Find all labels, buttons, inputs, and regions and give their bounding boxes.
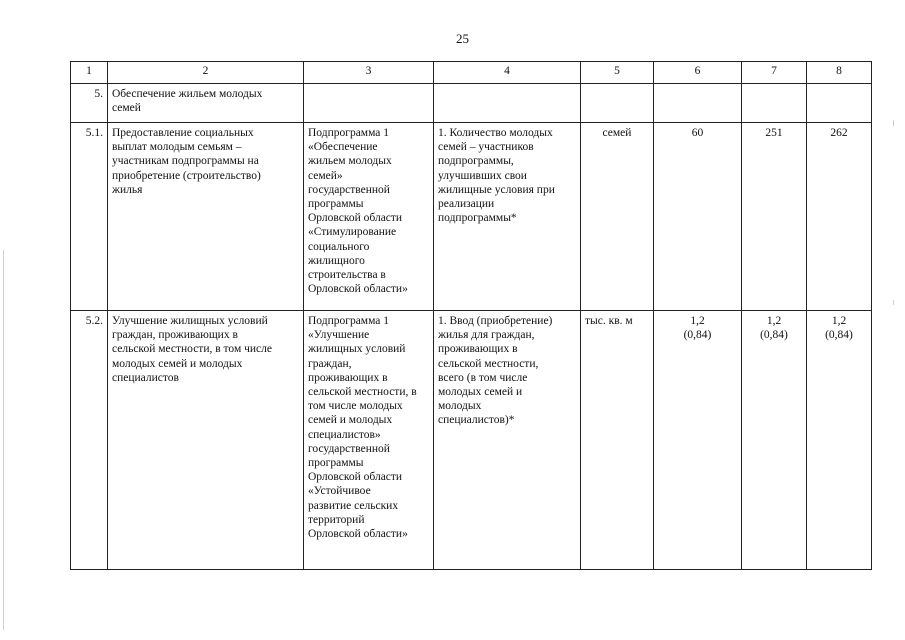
- value-text: (0,84): [825, 329, 853, 342]
- table-row: [71, 123, 872, 311]
- value-text: 262: [830, 127, 848, 139]
- unit-cell: семей: [581, 123, 654, 311]
- text-line: граждан, проживающих в: [112, 329, 238, 342]
- unit-cell: тыс. кв. м: [581, 311, 654, 570]
- text-line: молодых: [438, 400, 482, 413]
- column-header: 7: [742, 62, 807, 84]
- row-number: 5.: [71, 84, 108, 123]
- value-text: (0,84): [760, 329, 788, 342]
- row-number: 5.2.: [71, 311, 108, 570]
- program-cell: [304, 84, 434, 123]
- text-line: семей: [112, 102, 141, 115]
- program-cell: [304, 311, 434, 570]
- text-line: Обеспечение жильем молодых: [112, 88, 263, 100]
- text-line: улучшивших свои: [438, 169, 527, 182]
- indicator-cell: [434, 311, 581, 570]
- text-line: сельской местности, в: [308, 386, 417, 399]
- column-header: 1: [71, 62, 108, 84]
- value-cell: [654, 84, 742, 123]
- program-cell: [304, 123, 434, 311]
- text-line: социального: [308, 240, 370, 253]
- text-line: семей и молодых: [308, 414, 393, 427]
- text-line: Орловской области: [308, 471, 403, 484]
- page-number: 25: [456, 31, 469, 46]
- text-line: сельской местности,: [438, 357, 539, 370]
- column-number-row: [71, 62, 872, 84]
- text-line: семей»: [308, 169, 343, 182]
- column-header: 8: [807, 62, 872, 84]
- text-line: реализации: [438, 198, 495, 211]
- text-line: Предоставление социальных: [112, 127, 254, 139]
- text-line: Подпрограмма 1: [308, 315, 390, 327]
- text-line: Улучшение жилищных условий: [112, 315, 268, 327]
- text-line: программы: [308, 457, 364, 470]
- scan-edge-mark: [3, 250, 4, 630]
- text-line: всего (в том числе: [438, 371, 528, 384]
- text-line: Орловской области»: [308, 528, 408, 541]
- value-cell: [807, 311, 872, 570]
- row-number: 5.1.: [71, 123, 108, 311]
- text-line: участникам подпрограммы на: [112, 155, 259, 168]
- value-text: 1,2: [690, 315, 705, 327]
- text-line: развитие сельских: [308, 499, 399, 512]
- value-text: 60: [691, 127, 704, 139]
- text-line: «Устойчивое: [308, 485, 371, 498]
- text-line: жильем молодых: [308, 155, 392, 168]
- value-cell: [742, 311, 807, 570]
- text-line: граждан,: [308, 357, 352, 370]
- text-line: «Улучшение: [308, 329, 370, 342]
- column-header: 2: [108, 62, 304, 84]
- task-name-cell: [108, 123, 304, 311]
- task-name-cell: [108, 84, 304, 123]
- value-cell: [807, 84, 872, 123]
- text-line: подпрограммы*: [438, 212, 517, 225]
- text-line: том числе молодых: [308, 400, 403, 413]
- indicator-cell: [434, 84, 581, 123]
- value-cell: [742, 84, 807, 123]
- value-text: 251: [765, 127, 783, 139]
- text-line: государственной: [308, 442, 390, 455]
- text-line: молодых семей и молодых: [112, 357, 243, 370]
- text-line: Орловской области: [308, 212, 403, 225]
- table-row: [71, 84, 872, 123]
- text-line: проживающих в: [438, 343, 518, 356]
- text-line: специалистов)*: [438, 414, 515, 427]
- text-line: территорий: [308, 513, 365, 526]
- column-header: 5: [581, 62, 654, 84]
- value-cell: [807, 123, 872, 311]
- value-cell: [654, 123, 742, 311]
- value-cell: [654, 311, 742, 570]
- text-line: подпрограммы,: [438, 155, 514, 168]
- text-line: жилищных условий: [308, 343, 406, 356]
- column-header: 3: [304, 62, 434, 84]
- text-line: жилищные условия при: [438, 183, 555, 196]
- column-header: 6: [654, 62, 742, 84]
- text-line: Подпрограмма 1: [308, 127, 390, 139]
- text-line: специалистов»: [308, 428, 381, 441]
- text-line: жилищного: [308, 254, 365, 267]
- program-indicators-table: [70, 61, 872, 570]
- text-line: жилья: [112, 183, 143, 196]
- column-header: 4: [434, 62, 581, 84]
- text-line: 1. Количество молодых: [438, 127, 553, 139]
- text-line: жилья для граждан,: [438, 329, 535, 342]
- text-line: Орловской области»: [308, 283, 408, 296]
- scan-edge-mark: [893, 300, 894, 305]
- text-line: проживающих в: [308, 371, 388, 384]
- scan-edge-mark: [893, 120, 894, 126]
- indicator-cell: [434, 123, 581, 311]
- text-line: 1. Ввод (приобретение): [438, 315, 553, 327]
- text-line: «Обеспечение: [308, 141, 378, 154]
- text-line: сельской местности, в том числе: [112, 343, 272, 356]
- table-row: [71, 311, 872, 570]
- value-text: 1,2: [831, 315, 847, 327]
- value-text: 1,2: [766, 315, 782, 327]
- text-line: специалистов: [112, 371, 179, 384]
- value-cell: [742, 123, 807, 311]
- unit-cell: [581, 84, 654, 123]
- text-line: государственной: [308, 183, 390, 196]
- text-line: выплат молодым семьям –: [112, 141, 242, 154]
- text-line: молодых семей и: [438, 386, 523, 399]
- value-text: (0,84): [683, 329, 712, 342]
- text-line: строительства в: [308, 269, 386, 282]
- task-name-cell: [108, 311, 304, 570]
- text-line: семей – участников: [438, 141, 534, 154]
- text-line: программы: [308, 198, 364, 211]
- text-line: «Стимулирование: [308, 226, 397, 239]
- text-line: приобретение (строительство): [112, 169, 261, 182]
